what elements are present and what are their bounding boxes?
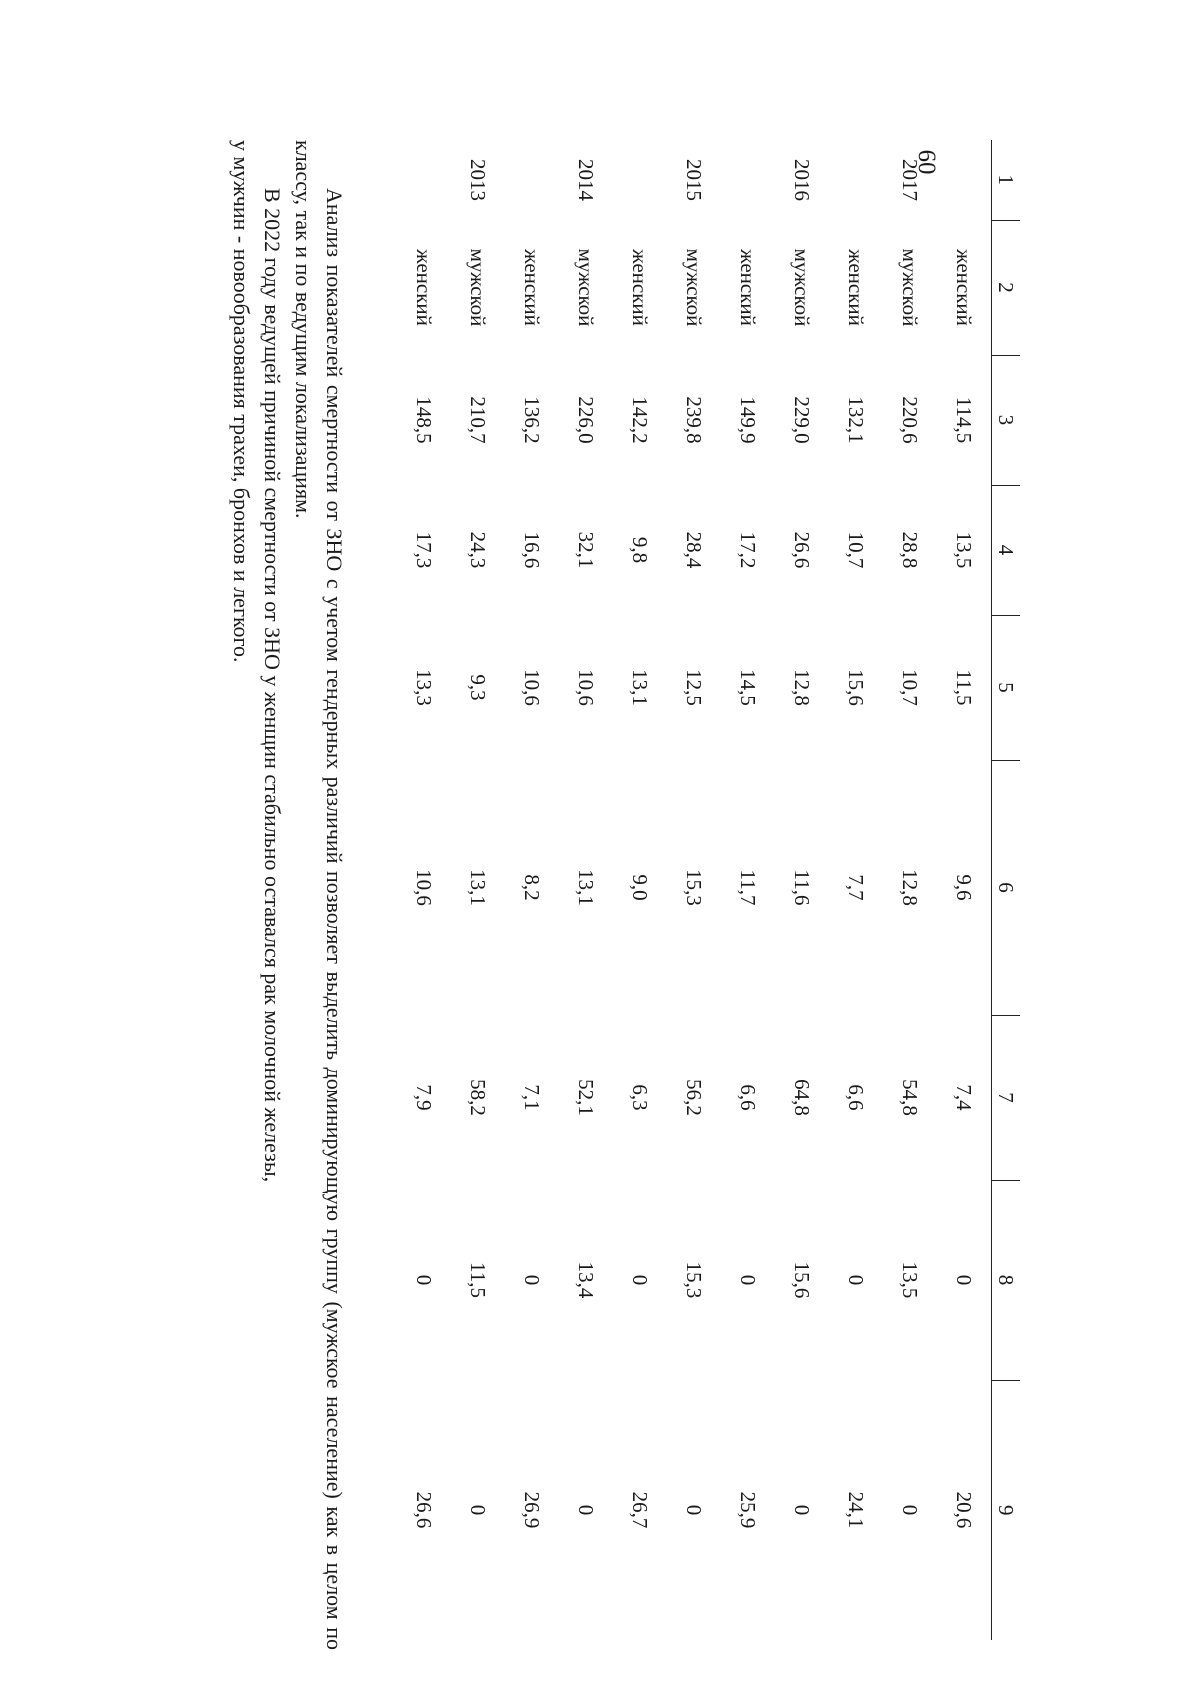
column-number-4: 4 [992,485,1021,615]
value-cell-col-4: 32,1 [574,531,599,569]
value-cell-col-8: 0 [520,1274,545,1286]
sex-cell: мужской [466,248,491,327]
table-row [397,140,451,1640]
value-cell-col-9: 0 [466,1504,491,1516]
value-cell-col-3: 220,6 [898,396,923,444]
value-cell-col-7: 56,2 [682,1079,707,1116]
value-cell-col-5: 13,1 [628,669,653,706]
value-cell-col-5: 10,6 [520,669,545,706]
year-cell: 2017 [898,159,923,201]
value-cell-col-4: 17,3 [412,531,437,569]
value-cell-col-3: 142,2 [628,396,653,444]
value-cell-col-3: 229,0 [790,396,815,444]
sex-cell: мужской [574,248,599,327]
value-cell-col-9: 26,6 [412,1491,437,1529]
value-cell-col-6: 12,8 [898,869,923,906]
column-number-8: 8 [992,1180,1021,1380]
value-cell-col-3: 132,1 [844,396,869,444]
table-row [667,140,721,1640]
value-cell-col-3: 114,5 [952,396,977,444]
value-cell-col-4: 13,5 [952,531,977,569]
value-cell-col-9: 26,9 [520,1491,545,1529]
value-cell-col-4: 28,8 [898,531,923,569]
value-cell-col-4: 10,7 [844,531,869,569]
value-cell-col-3: 136,2 [520,396,545,444]
value-cell-col-6: 15,3 [682,869,707,906]
table-row [613,140,667,1640]
value-cell-col-7: 6,6 [844,1084,869,1111]
paragraph-leading-causes: В 2022 году ведущей причиной смертности от ЗНО у женщин стабильно оставался рак молочной железы, [260,188,285,1183]
sex-cell: женский [412,249,437,326]
value-cell-col-6: 13,1 [574,869,599,906]
value-cell-col-7: 7,1 [520,1084,545,1111]
value-cell-col-5: 12,5 [682,669,707,706]
mortality-table [397,140,1020,1640]
table-row [775,140,829,1640]
value-cell-col-5: 13,3 [412,669,437,706]
value-cell-col-7: 54,8 [898,1079,923,1116]
value-cell-col-6: 13,1 [466,869,491,906]
value-cell-col-6: 8,2 [520,874,545,901]
value-cell-col-4: 9,8 [628,536,653,564]
value-cell-col-6: 11,6 [790,869,815,906]
value-cell-col-6: 7,7 [844,874,869,901]
table-row [829,140,883,1640]
column-number-9: 9 [992,1380,1021,1640]
value-cell-col-9: 20,6 [952,1491,977,1529]
column-number-5: 5 [992,615,1021,760]
paragraph-leading-causes-end: у мужчин - новообразования трахеи, бронхов и легкого. [229,140,254,663]
sex-cell: женский [952,249,977,326]
year-cell [505,140,559,220]
value-cell-col-8: 0 [412,1274,437,1286]
column-number-6: 6 [992,760,1021,1015]
sex-cell: женский [736,249,761,326]
table-row [937,140,992,1640]
column-number-1: 1 [992,140,1021,220]
value-cell-col-3: 226,0 [574,396,599,444]
sex-cell: женский [628,249,653,326]
table-row [883,140,937,1640]
value-cell-col-5: 15,6 [844,669,869,706]
column-number-7: 7 [992,1015,1021,1180]
value-cell-col-8: 0 [736,1274,761,1286]
sex-cell: женский [520,249,545,326]
value-cell-col-8: 11,5 [466,1262,491,1298]
sex-cell: мужской [790,248,815,327]
value-cell-col-9: 0 [682,1504,707,1516]
column-number-3: 3 [992,355,1021,485]
value-cell-col-9: 0 [790,1504,815,1516]
value-cell-col-4: 28,4 [682,531,707,569]
value-cell-col-9: 0 [574,1504,599,1516]
value-cell-col-5: 9,3 [466,674,491,701]
value-cell-col-3: 149,9 [736,396,761,444]
paragraph-analysis: Анализ показателей смертности от ЗНО с учетом гендерных различий позволяет выделить доминирующую группу (мужское население) как в целом по классу, так и по ведущим локализациям. [291,140,347,1650]
value-cell-col-5: 14,5 [736,669,761,706]
year-cell [721,140,775,220]
value-cell-col-6: 9,6 [952,874,977,901]
table-row [559,140,613,1640]
value-cell-col-7: 58,2 [466,1079,491,1116]
value-cell-col-4: 26,6 [790,531,815,569]
value-cell-col-3: 210,7 [466,396,491,444]
value-cell-col-9: 25,9 [736,1491,761,1529]
year-cell: 2015 [682,159,707,201]
analysis-text [226,140,350,1650]
value-cell-col-6: 10,6 [412,869,437,906]
value-cell-col-7: 52,1 [574,1079,599,1116]
year-cell: 2014 [574,159,599,201]
year-cell [397,140,451,220]
value-cell-col-7: 6,6 [736,1084,761,1111]
value-cell-col-8: 15,6 [790,1261,815,1299]
value-cell-col-7: 6,3 [628,1084,653,1111]
value-cell-col-8: 15,3 [682,1261,707,1299]
table-row [451,140,505,1640]
value-cell-col-6: 9,0 [628,874,653,901]
value-cell-col-9: 24,1 [844,1491,869,1529]
column-number-2: 2 [992,220,1021,355]
year-cell: 2013 [466,159,491,201]
sex-cell: мужской [682,248,707,327]
value-cell-col-8: 0 [628,1274,653,1286]
value-cell-col-4: 17,2 [736,531,761,569]
table-row [721,140,775,1640]
value-cell-col-4: 24,3 [466,531,491,569]
value-cell-col-9: 0 [898,1504,923,1516]
table-body [397,140,992,1640]
value-cell-col-7: 7,4 [952,1084,977,1111]
value-cell-col-7: 64,8 [790,1079,815,1116]
value-cell-col-8: 13,5 [898,1261,923,1299]
value-cell-col-5: 10,7 [898,669,923,706]
value-cell-col-3: 148,5 [412,396,437,444]
page-number: 60 [913,149,940,175]
value-cell-col-7: 7,9 [412,1084,437,1111]
sex-cell: мужской [898,248,923,327]
value-cell-col-3: 239,8 [682,396,707,444]
column-number-row [992,140,1021,1640]
table-row [505,140,559,1640]
value-cell-col-4: 16,6 [520,531,545,569]
value-cell-col-5: 11,5 [952,669,977,706]
value-cell-col-8: 0 [844,1274,869,1286]
year-cell [613,140,667,220]
year-cell [829,140,883,220]
rotated-page-content [200,140,1020,1660]
year-cell: 2016 [790,159,815,201]
value-cell-col-9: 26,7 [628,1491,653,1529]
value-cell-col-5: 12,8 [790,669,815,706]
table-header [992,140,1021,1640]
sex-cell: женский [844,249,869,326]
value-cell-col-8: 0 [952,1274,977,1286]
value-cell-col-5: 10,6 [574,669,599,706]
year-cell [937,140,992,220]
value-cell-col-6: 11,7 [736,869,761,906]
value-cell-col-8: 13,4 [574,1261,599,1299]
